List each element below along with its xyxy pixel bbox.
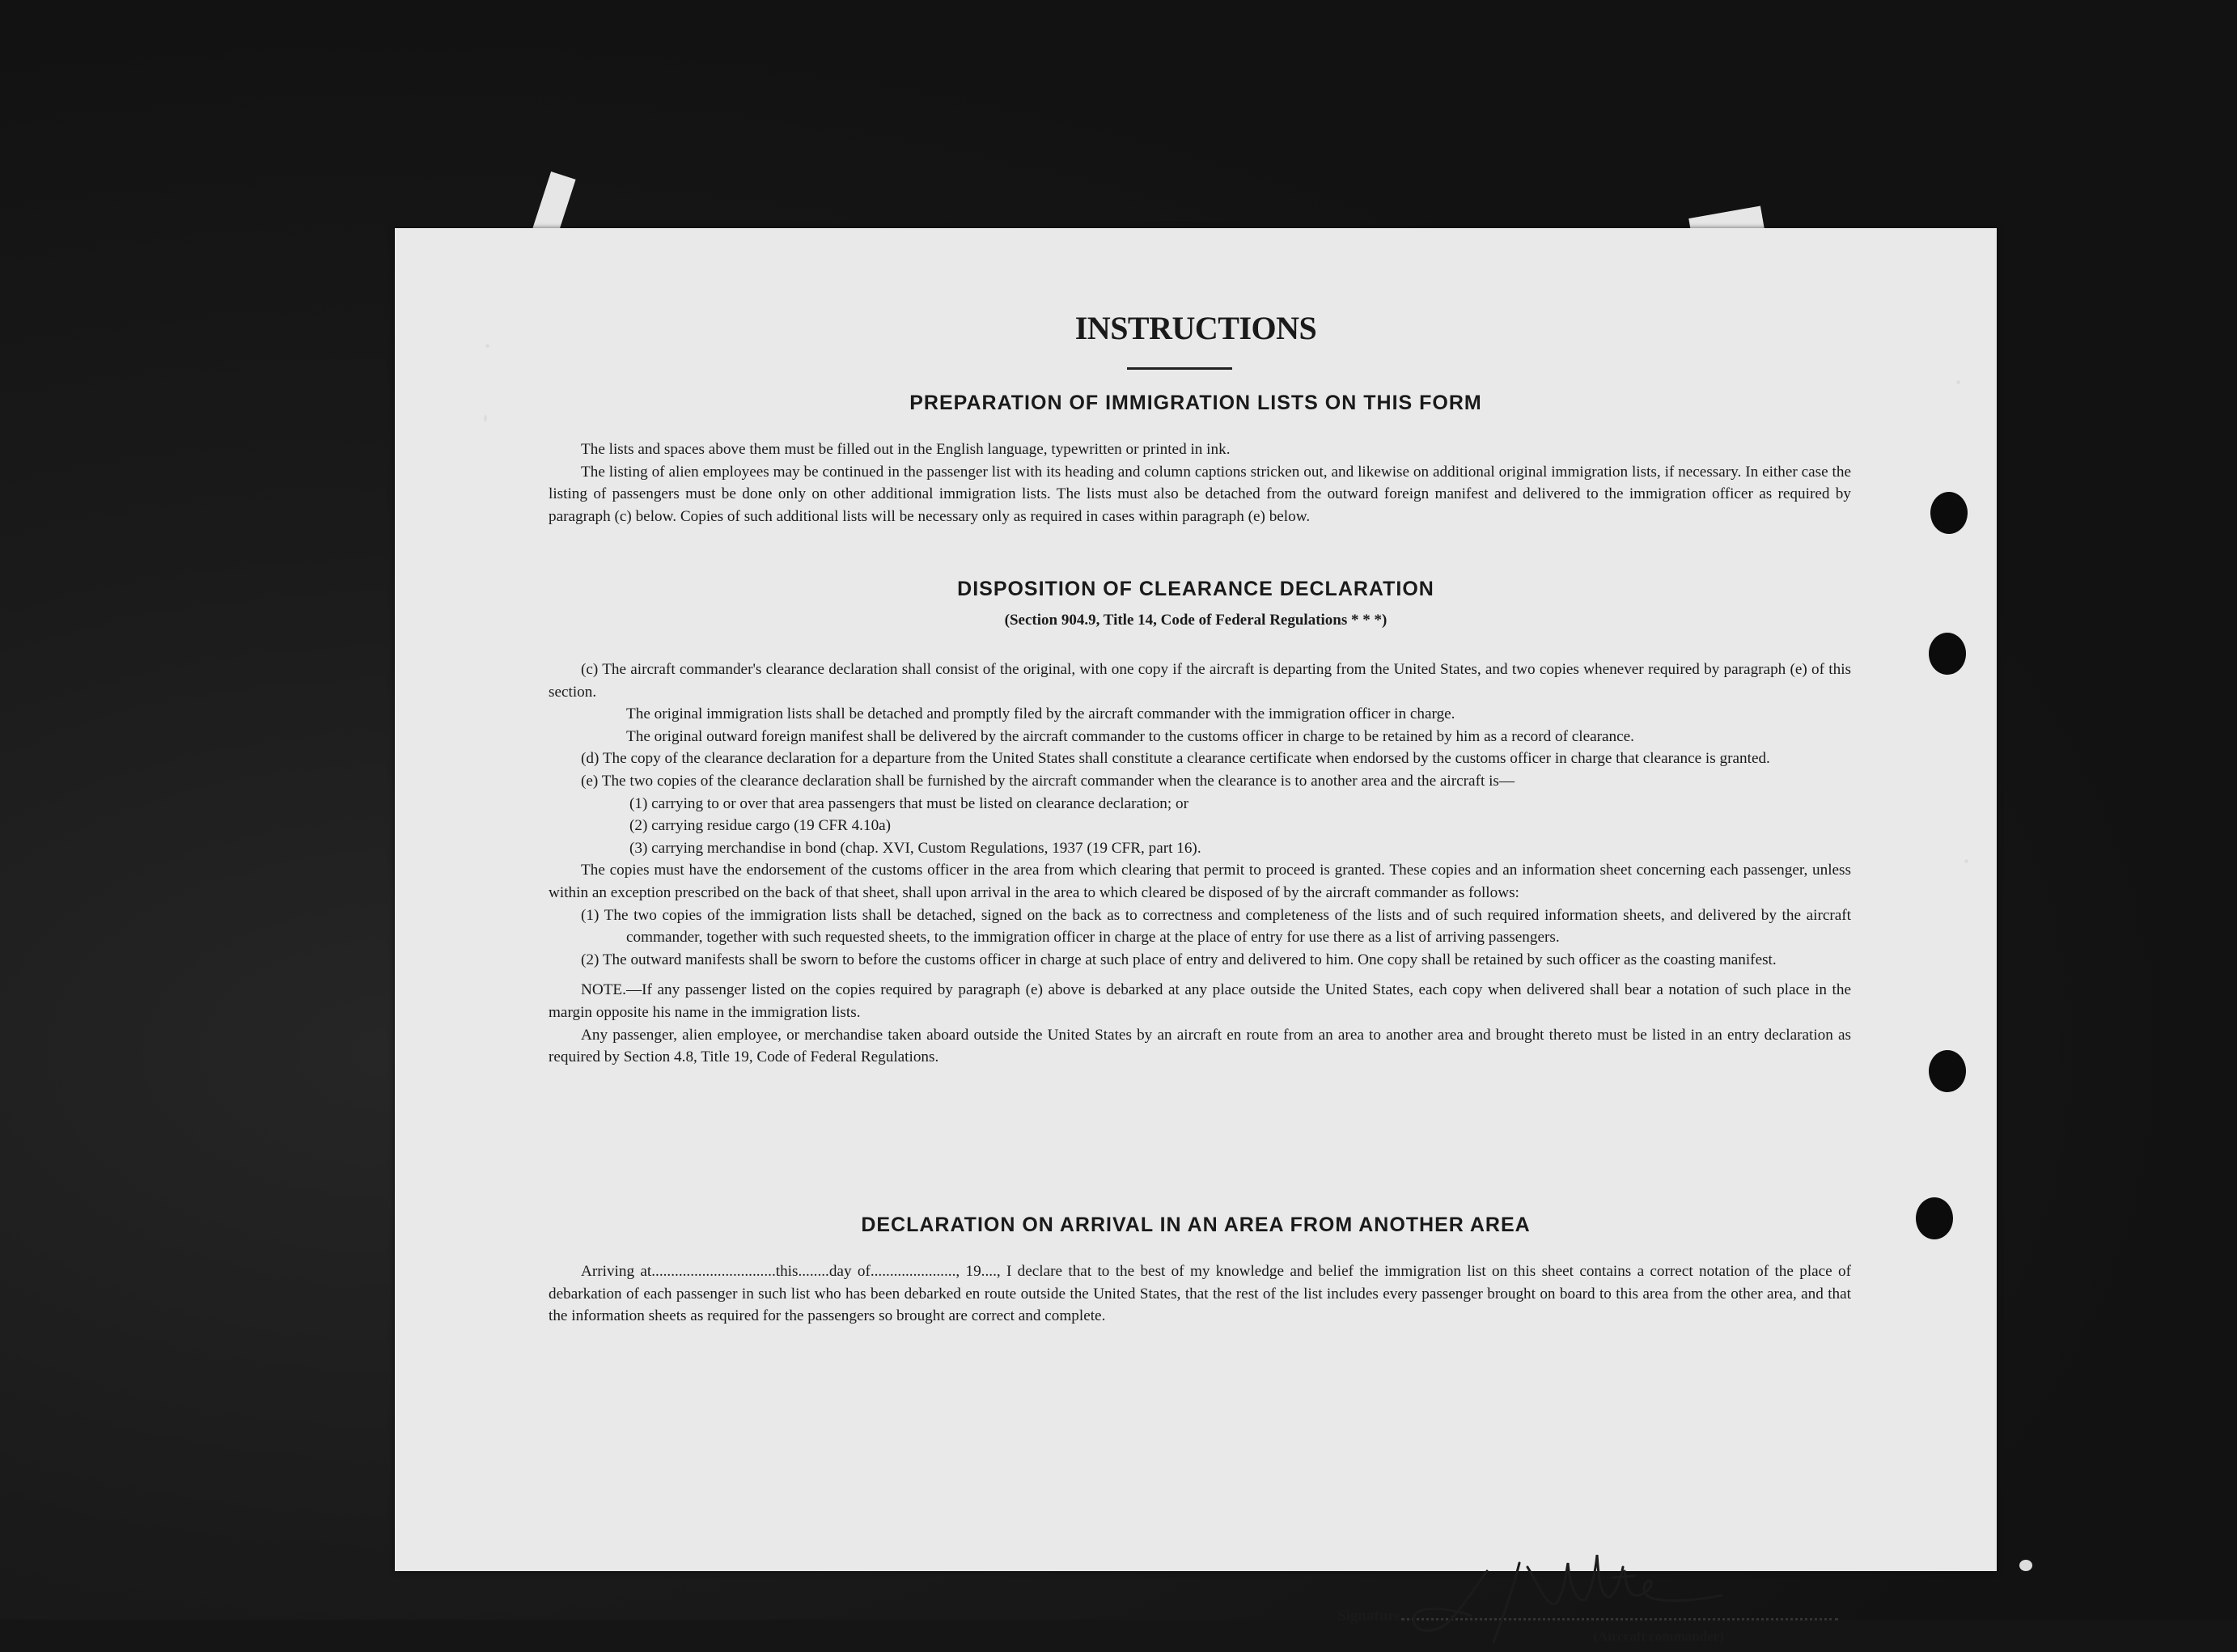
punch-hole <box>1929 633 1966 675</box>
paragraph-c-sub-1: The original immigration lists shall be detached and promptly filed by the aircraft commander with the immigration officer in charge. <box>626 705 1455 723</box>
paragraph-e-item: (1) carrying to or over that area passengers that must be listed on clearance declaration; or <box>629 794 1188 812</box>
disposition-heading: DISPOSITION OF CLEARANCE DECLARATION <box>957 578 1434 600</box>
copies-paragraph: The copies must have the endorsement of the customs officer in the area from which clearing that permit to proceed is granted. These copies and an information sheet concerning each passenger, unless within an exception prescribed on the back of that sheet, shall upon arrival in the area to which cleared be disposed of by the aircraft commander as follows: <box>549 862 1851 901</box>
preparation-paragraph-1: The lists and spaces above them must be filled out in the English language, typewritten or printed in ink. <box>581 441 1231 458</box>
document-page <box>395 228 1997 1644</box>
title-underline <box>1127 367 1232 370</box>
punch-hole <box>1930 492 1968 534</box>
disposition-body <box>549 659 1851 1069</box>
paragraph-e-list <box>549 793 1851 860</box>
paragraph-e: (e) The two copies of the clearance declaration shall be furnished by the aircraft commander when the clearance is to another area and the aircraft is— <box>581 772 1515 790</box>
dust-speck <box>485 344 489 348</box>
paragraph-d: (d) The copy of the clearance declaration for a departure from the United States shall constitute a clearance certificate when endorsed by the customs officer in charge that clearance is granted. <box>581 750 1770 768</box>
page-title: INSTRUCTIONS <box>1074 310 1317 346</box>
paragraph-c: (c) The aircraft commander's clearance declaration shall consist of the original, with one copy if the aircraft is departing from the United States, and two copies whenever required by paragraph (e) of this section. <box>549 661 1851 701</box>
copies-item-2: (2) The outward manifests shall be sworn to before the customs officer in charge at such place of entry and delivered to him. One copy shall be retained by such officer as the coasting manifest. <box>581 951 1777 968</box>
paragraph-e-item: (3) carrying merchandise in bond (chap. XVI, Custom Regulations, 1937 (19 CFR, part 16). <box>629 839 1201 857</box>
signature-label: Signature <box>1337 1608 1401 1624</box>
preparation-paragraph-2: The listing of alien employees may be continued in the passenger list with its heading and column captions stricken out, and likewise on additional original immigration lists, if necessary. In either case the listing of passengers must be done only on other additional immigration lists. The lists must also be detached from the outward foreign manifest and delivered to the immigration officer as required by paragraph (c) below. Copies of such additional lists will be necessary only as required in cases within paragraph (e) below. <box>549 463 1851 525</box>
signature-caption: (Aircraft commander) <box>1593 1629 1724 1644</box>
copies-item-1: (1) The two copies of the immigration lists shall be detached, signed on the back as to correctness and completeness of the lists and of such required information sheets, and delivered by the aircraft commander, together with such requested sheets, to the immigration officer in charge at the place of entry for use there as a list of arriving passengers. <box>581 906 1851 947</box>
disposition-citation: (Section 904.9, Title 14, Code of Federal Regulations * * *) <box>1004 612 1388 629</box>
declaration-body <box>549 1260 1851 1328</box>
dust-speck <box>484 415 487 421</box>
any-passenger-paragraph: Any passenger, alien employee, or merchandise taken aboard outside the United States by an aircraft en route from an area to another area and brought thereto must be listed in an entry declaration as required by Section 4.8, Title 19, Code of Federal Regulations. <box>549 1026 1851 1066</box>
preparation-heading: PREPARATION OF IMMIGRATION LISTS ON THIS FORM <box>909 392 1482 414</box>
note-paragraph: NOTE.—If any passenger listed on the copies required by paragraph (e) above is debarked at any place outside the United States, each copy when delivered shall bear a notation of such place in the margin opposite his name in the immigration lists. <box>549 981 1851 1021</box>
preparation-body <box>549 438 1851 527</box>
paragraph-c-sub-2: The original outward foreign manifest shall be delivered by the aircraft commander to the customs officer in charge to be retained by him as a record of clearance. <box>626 727 1634 745</box>
punch-hole <box>1929 1050 1966 1092</box>
paragraph-e-item: (2) carrying residue cargo (19 CFR 4.10a) <box>629 817 892 835</box>
declaration-heading: DECLARATION ON ARRIVAL IN AN AREA FROM ANOTHER AREA <box>861 1214 1531 1236</box>
dust-speck <box>1956 380 1960 384</box>
handwritten-signature <box>1398 1539 1738 1652</box>
dust-speck <box>1964 859 1968 863</box>
dust-speck <box>2019 1560 2032 1571</box>
paragraph-c-subitems <box>549 703 1851 748</box>
declaration-text: Arriving at................................this........day of......................, 19...., I declare that to the best of my knowledge and belief the immigration list on this sheet contains a correct notation of the place of debarkation of each passenger in such list who has been debarked en route outside the United States, that the rest of the list includes every passenger brought on board to this area from the other area, and that the information sheets as required for the passengers so brought are correct and complete. <box>549 1263 1851 1325</box>
